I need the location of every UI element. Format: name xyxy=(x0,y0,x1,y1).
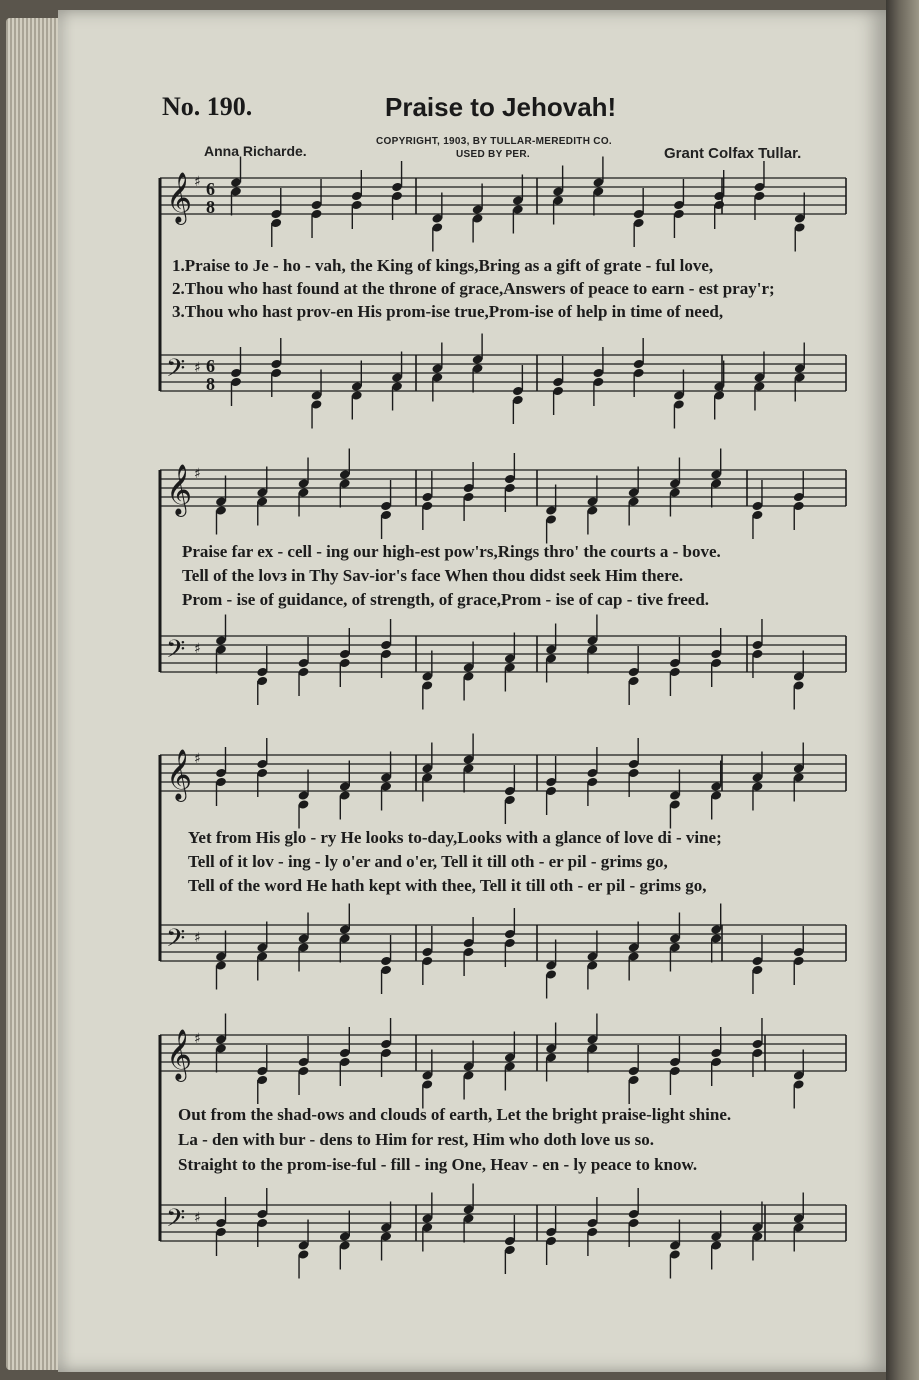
lyricist: Anna Richarde. xyxy=(204,143,307,159)
lyric-line: Tell of the lovз in Thy Sav-ior's face When thou didst seek Him there. xyxy=(182,566,684,585)
time-signature: 8 xyxy=(206,374,215,394)
lyric-line: 3.Thou who hast prov-en His prom-ise true,Prom-ise of help in time of need, xyxy=(172,302,724,321)
copyright-line: COPYRIGHT, 1903, BY TULLAR-MEREDITH CO. xyxy=(376,136,612,147)
lyric-line: La - den with bur - dens to Him for rest, Him who doth love us so. xyxy=(178,1130,655,1149)
treble-clef-icon: 𝄞 xyxy=(166,464,193,515)
lyric-line: Tell of it lov - ing - ly o'er and o'er, Tell it till oth - er pil - grims go, xyxy=(188,852,668,871)
time-signature: 6 xyxy=(206,356,215,376)
treble-clef-icon: 𝄞 xyxy=(166,1029,193,1080)
time-signature: 6 xyxy=(206,179,215,199)
lyric-line: 1.Praise to Je - ho - vah, the King of kings,Bring as a gift of grate - ful love, xyxy=(172,256,714,275)
lyric-line: Praise far ex - cell - ing our high-est pow'rs,Rings thro' the courts a - bove. xyxy=(182,542,721,561)
bass-clef-icon: 𝄢 xyxy=(166,1204,186,1239)
sharp-icon: ♯ xyxy=(194,1031,201,1047)
lyric-line: 2.Thou who hast found at the throne of grace,Answers of peace to earn - est pray'r; xyxy=(172,279,775,298)
sharp-icon: ♯ xyxy=(194,751,201,767)
lyric-line: Straight to the prom-ise-ful - fill - ing One, Heav - en - ly peace to know. xyxy=(178,1155,698,1174)
composer: Grant Colfax Tullar. xyxy=(664,145,802,162)
time-signature: 8 xyxy=(206,197,215,217)
bass-clef-icon: 𝄢 xyxy=(166,924,186,959)
sharp-icon: ♯ xyxy=(194,174,201,190)
sharp-icon: ♯ xyxy=(194,930,201,946)
lyric-line: Out from the shad-ows and clouds of earth, Let the bright praise-light shine. xyxy=(178,1105,732,1124)
bass-clef-icon: 𝄢 xyxy=(166,354,186,389)
lyric-line: Yet from His glo - ry He looks to-day,Looks with a glance of love di - vine; xyxy=(188,828,722,847)
copyright-permission: USED BY PER. xyxy=(456,149,530,160)
treble-clef-icon: 𝄞 xyxy=(166,172,193,223)
lyric-line: Prom - ise of guidance, of strength, of grace,Prom - ise of cap - tive freed. xyxy=(182,590,710,609)
treble-clef-icon: 𝄞 xyxy=(166,749,193,800)
sharp-icon: ♯ xyxy=(194,360,201,376)
hymn-title: Praise to Jehovah! xyxy=(385,92,617,122)
bass-clef-icon: 𝄢 xyxy=(166,635,186,670)
sharp-icon: ♯ xyxy=(194,1210,201,1226)
sharp-icon: ♯ xyxy=(194,641,201,657)
sharp-icon: ♯ xyxy=(194,466,201,482)
hymn-number: No. 190. xyxy=(162,92,253,121)
lyric-line: Tell of the word He hath kept with thee, Tell it till oth - er pil - grims go, xyxy=(188,876,707,895)
